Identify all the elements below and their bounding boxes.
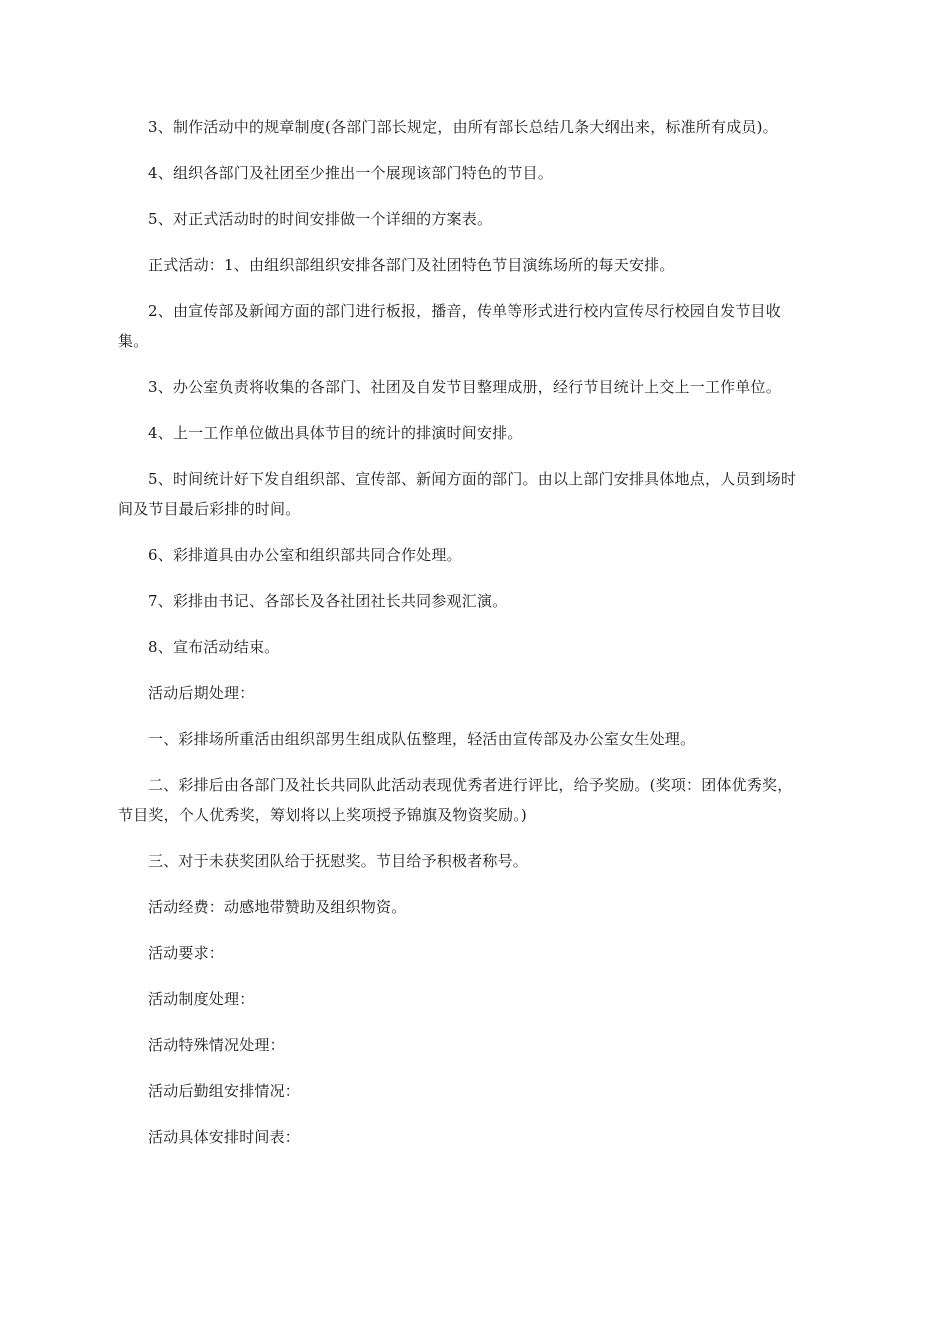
section-heading: 活动要求： (148, 944, 225, 962)
paragraph: 4、上一工作单位做出具体节目的统计的排演时间安排。 (148, 424, 523, 442)
section-heading: 活动具体安排时间表： (148, 1128, 301, 1146)
paragraph: 三、对于未获奖团队给于抚慰奖。节目给予积极者称号。 (148, 852, 529, 870)
paragraph: 3、制作活动中的规章制度(各部门部长规定，由所有部长总结几条大纲出来，标准所有成员)。 (148, 118, 778, 136)
document-body (118, 112, 802, 1168)
paragraph: 活动经费：动感地带赞助及组织物资。 (148, 898, 407, 916)
paragraph: 正式活动：1、由组织部组织安排各部门及社团特色节目演练场所的每天安排。 (148, 256, 675, 274)
section-heading: 活动后勤组安排情况： (148, 1082, 301, 1100)
section-heading: 活动后期处理： (148, 684, 255, 702)
paragraph: 5、对正式活动时的时间安排做一个详细的方案表。 (148, 210, 493, 228)
paragraph: 一、彩排场所重活由组织部男生组成队伍整理，轻活由宣传部及办公室女生处理。 (148, 730, 696, 748)
section-heading: 活动制度处理： (148, 990, 255, 1008)
section-heading: 活动特殊情况处理： (148, 1036, 285, 1054)
paragraph: 二、彩排后由各部门及社长共同队此活动表现优秀者进行评比，给予奖励。(奖项：团体优秀奖，节目奖，个人优秀奖，筹划将以上奖项授予锦旗及物资奖励。) (118, 776, 793, 824)
paragraph: 3、办公室负责将收集的各部门、社团及自发节目整理成册，经行节目统计上交上一工作单位。 (148, 378, 781, 396)
paragraph: 5、时间统计好下发自组织部、宣传部、新闻方面的部门。由以上部门安排具体地点，人员到场时间及节目最后彩排的时间。 (118, 470, 797, 518)
paragraph: 8、宣布活动结束。 (148, 638, 280, 656)
paragraph: 7、彩排由书记、各部长及各社团社长共同参观汇演。 (148, 592, 508, 610)
paragraph: 4、组织各部门及社团至少推出一个展现该部门特色的节目。 (148, 164, 553, 182)
paragraph: 2、由宣传部及新闻方面的部门进行板报，播音，传单等形式进行校内宣传尽行校园自发节目收集。 (118, 302, 781, 350)
paragraph: 6、彩排道具由办公室和组织部共同合作处理。 (148, 546, 462, 564)
